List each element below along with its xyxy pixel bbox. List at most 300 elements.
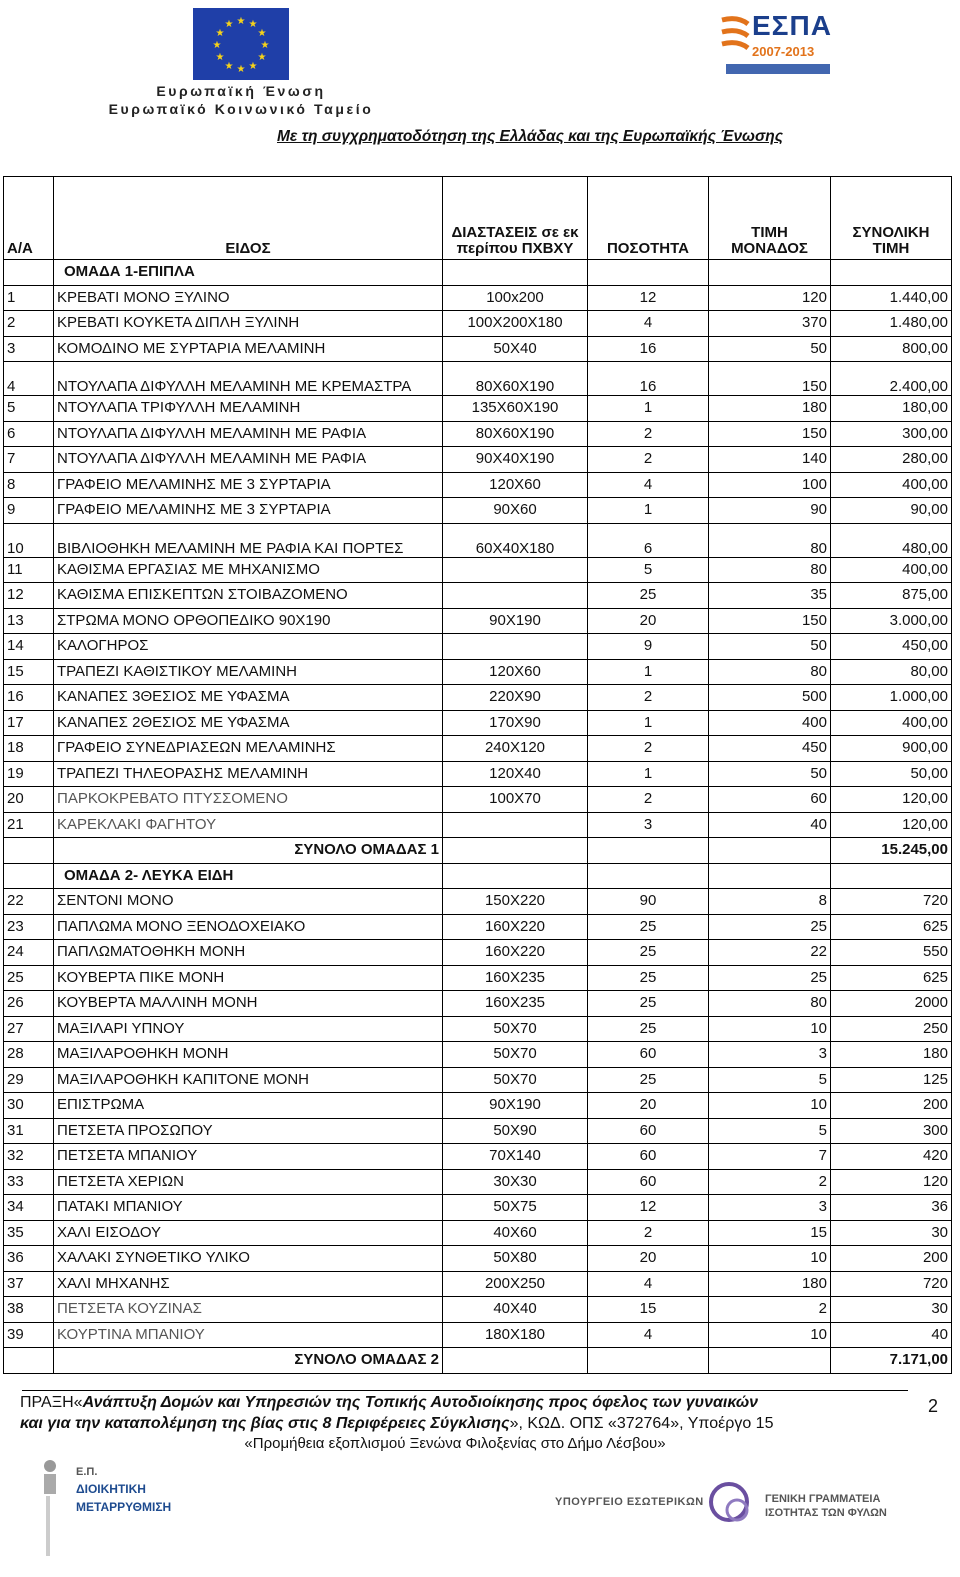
row-item: ΝΤΟΥΛΑΠΑ ΤΡΙΦΥΛΛΗ ΜΕΛΑΜΙΝΗ	[54, 396, 443, 422]
row-unit-price: 5	[709, 1067, 831, 1093]
row-item: ΧΑΛΑΚΙ ΣΥΝΘΕΤΙΚΟ ΥΛΙΚΟ	[54, 1246, 443, 1272]
row-dims: 160X235	[443, 965, 588, 991]
row-dims: 50X70	[443, 1067, 588, 1093]
sum-empty	[709, 1348, 831, 1374]
svg-text:★: ★	[257, 28, 267, 39]
sum-label: ΣΥΝΟΛΟ ΟΜΑΔΑΣ 1	[54, 838, 443, 864]
row-dims: 100x200	[443, 285, 588, 311]
row-qty: 4	[588, 1322, 709, 1348]
row-total: 120,00	[831, 787, 952, 813]
row-total: 120	[831, 1169, 952, 1195]
row-qty: 2	[588, 736, 709, 762]
row-qty: 1	[588, 710, 709, 736]
row-number: 2	[4, 311, 54, 337]
table-row	[4, 1016, 952, 1042]
ep-line2: ΔΙΟΙΚΗΤΙΚΗ	[76, 1482, 146, 1496]
row-qty: 2	[588, 421, 709, 447]
table-row	[4, 421, 952, 447]
row-unit-price: 25	[709, 965, 831, 991]
row-number: 37	[4, 1271, 54, 1297]
row-qty: 60	[588, 1169, 709, 1195]
row-qty: 2	[588, 447, 709, 473]
row-item: ΚΟΥΒΕΡΤΑ ΜΑΛΛΙΝΗ ΜΟΝΗ	[54, 991, 443, 1017]
row-number: 29	[4, 1067, 54, 1093]
row-dims: 200X250	[443, 1271, 588, 1297]
row-item: ΚΑΡΕΚΛΑΚΙ ΦΑΓΗΤΟΥ	[54, 812, 443, 838]
row-item: ΠΕΤΣΕΤΑ ΧΕΡΙΩΝ	[54, 1169, 443, 1195]
row-dims: 50X40	[443, 336, 588, 362]
row-item: ΣΕΝΤΟΝΙ ΜΟΝΟ	[54, 889, 443, 915]
table-row	[4, 1322, 952, 1348]
row-dims: 160X220	[443, 914, 588, 940]
row-dims: 120X60	[443, 472, 588, 498]
header-total: ΣΥΝΟΛΙΚΗ ΤΙΜΗ	[831, 177, 952, 260]
row-number: 19	[4, 761, 54, 787]
table-row	[4, 523, 952, 557]
row-qty: 4	[588, 311, 709, 337]
row-total: 1.440,00	[831, 285, 952, 311]
row-number: 13	[4, 608, 54, 634]
row-item: ΓΡΑΦΕΙΟ ΜΕΛΑΜΙΝΗΣ ΜΕ 3 ΣΥΡΤΑΡΙΑ	[54, 472, 443, 498]
row-unit-price: 500	[709, 685, 831, 711]
row-qty: 60	[588, 1042, 709, 1068]
table-row	[4, 1195, 952, 1221]
funding-line: Με τη συγχρηματοδότηση της Ελλάδας και της Ευρωπαϊκής Ένωσης	[277, 128, 783, 145]
footer-line3: «Προμήθεια εξοπλισμού Ξενώνα Φιλοξενίας στο Δήμο Λέσβου»	[244, 1435, 666, 1452]
row-total: 36	[831, 1195, 952, 1221]
row-unit-price: 10	[709, 1016, 831, 1042]
row-number: 20	[4, 787, 54, 813]
ep-line1: Ε.Π.	[76, 1466, 98, 1478]
row-item: ΠΑΡΚΟΚΡΕΒΑΤΟ ΠΤΥΣΣΟΜΕΝΟ	[54, 787, 443, 813]
row-qty: 1	[588, 659, 709, 685]
svg-text:★: ★	[224, 61, 234, 72]
table-row	[4, 634, 952, 660]
espa-years: 2007-2013	[752, 44, 815, 59]
row-total: 120,00	[831, 812, 952, 838]
table-row	[4, 940, 952, 966]
row-dims: 80X60X190	[443, 362, 588, 396]
ministry-name: ΥΠΟΥΡΓΕΙΟ ΕΣΩΤΕΡΙΚΩΝ	[555, 1496, 704, 1508]
row-item: ΜΑΞΙΛΑΡΟΘΗΚΗ ΚΑΠΙΤΟΝΕ ΜΟΝΗ	[54, 1067, 443, 1093]
row-qty: 6	[588, 523, 709, 557]
row-total: 875,00	[831, 583, 952, 609]
row-total: 3.000,00	[831, 608, 952, 634]
row-number: 3	[4, 336, 54, 362]
svg-text:★: ★	[257, 52, 267, 63]
row-unit-price: 80	[709, 659, 831, 685]
espa-logo	[718, 10, 838, 90]
row-total: 90,00	[831, 498, 952, 524]
sum-empty	[4, 838, 54, 864]
row-qty: 1	[588, 761, 709, 787]
group-empty	[4, 863, 54, 889]
row-number: 16	[4, 685, 54, 711]
row-qty: 20	[588, 1246, 709, 1272]
row-number: 36	[4, 1246, 54, 1272]
row-total: 180	[831, 1042, 952, 1068]
row-dims: 50X70	[443, 1016, 588, 1042]
group-empty	[588, 863, 709, 889]
row-total: 180,00	[831, 396, 952, 422]
sum-empty	[588, 1348, 709, 1374]
header-aa: Α/Α	[4, 177, 54, 260]
row-qty: 1	[588, 498, 709, 524]
row-number: 21	[4, 812, 54, 838]
table-row	[4, 1220, 952, 1246]
row-number: 32	[4, 1144, 54, 1170]
row-qty: 16	[588, 336, 709, 362]
row-item: ΤΡΑΠΕΖΙ ΤΗΛΕΟΡΑΣΗΣ ΜΕΛΑΜΙΝΗ	[54, 761, 443, 787]
row-item: ΓΡΑΦΕΙΟ ΣΥΝΕΔΡΙΑΣΕΩΝ ΜΕΛΑΜΙΝΗΣ	[54, 736, 443, 762]
table-row	[4, 498, 952, 524]
group-empty	[709, 863, 831, 889]
group1-title-row	[4, 260, 952, 286]
row-dims: 40X40	[443, 1297, 588, 1323]
row-total: 900,00	[831, 736, 952, 762]
sum-empty	[709, 838, 831, 864]
header-item: ΕΙΔΟΣ	[54, 177, 443, 260]
row-number: 12	[4, 583, 54, 609]
row-item: ΝΤΟΥΛΑΠΑ ΔΙΦΥΛΛΗ ΜΕΛΑΜΙΝΗ ΜΕ ΡΑΦΙΑ	[54, 421, 443, 447]
row-qty: 25	[588, 1067, 709, 1093]
row-item: ΠΕΤΣΕΤΑ ΚΟΥΖΙΝΑΣ	[54, 1297, 443, 1323]
row-dims: 80X60X190	[443, 421, 588, 447]
row-unit-price: 22	[709, 940, 831, 966]
row-qty: 60	[588, 1118, 709, 1144]
row-dims: 135X60X190	[443, 396, 588, 422]
group-empty	[831, 863, 952, 889]
eu-flag-logo	[193, 8, 289, 80]
group-empty	[443, 863, 588, 889]
table-row	[4, 1093, 952, 1119]
row-number: 23	[4, 914, 54, 940]
table-row	[4, 447, 952, 473]
row-item: ΚΑΛΟΓΗΡΟΣ	[54, 634, 443, 660]
eu-caption-line2: Ευρωπαϊκό Κοινωνικό Ταμείο	[108, 101, 374, 117]
row-total: 400,00	[831, 710, 952, 736]
row-item: ΚΟΥΒΕΡΤΑ ΠΙΚΕ ΜΟΝΗ	[54, 965, 443, 991]
row-unit-price: 80	[709, 991, 831, 1017]
table-row	[4, 889, 952, 915]
row-item: ΕΠΙΣΤΡΩΜΑ	[54, 1093, 443, 1119]
row-number: 24	[4, 940, 54, 966]
row-dims	[443, 583, 588, 609]
ministry-logo	[555, 1480, 905, 1540]
row-unit-price: 150	[709, 362, 831, 396]
footer-rule	[22, 1390, 908, 1391]
sum-empty	[443, 838, 588, 864]
row-dims: 100X200X180	[443, 311, 588, 337]
row-unit-price: 150	[709, 608, 831, 634]
row-total: 2.400,00	[831, 362, 952, 396]
row-dims: 90X60	[443, 498, 588, 524]
row-unit-price: 35	[709, 583, 831, 609]
espa-title: ΕΣΠΑ	[752, 10, 832, 41]
row-number: 1	[4, 285, 54, 311]
row-item: ΠΑΠΛΩΜΑ ΜΟΝΟ ΞΕΝΟΔΟΧΕΙΑΚΟ	[54, 914, 443, 940]
row-dims: 60X40X180	[443, 523, 588, 557]
row-total: 200	[831, 1246, 952, 1272]
row-unit-price: 150	[709, 421, 831, 447]
row-item: ΚΟΜΟΔΙΝΟ ΜΕ ΣΥΡΤΑΡΙΑ ΜΕΛΑΜΙΝΗ	[54, 336, 443, 362]
row-qty: 20	[588, 1093, 709, 1119]
row-total: 300	[831, 1118, 952, 1144]
table-row	[4, 1297, 952, 1323]
sum-empty	[588, 838, 709, 864]
row-total: 30	[831, 1297, 952, 1323]
row-unit-price: 90	[709, 498, 831, 524]
footer-line1	[20, 1394, 920, 1412]
row-number: 9	[4, 498, 54, 524]
row-number: 17	[4, 710, 54, 736]
row-item: ΚΑΘΙΣΜΑ ΕΡΓΑΣΙΑΣ ΜΕ ΜΗΧΑΝΙΣΜΟ	[54, 557, 443, 583]
row-number: 27	[4, 1016, 54, 1042]
table-row	[4, 812, 952, 838]
header-dims: ΔΙΑΣΤΑΣΕΙΣ σε εκ περίπου ΠΧΒΧΥ	[443, 177, 588, 260]
table-row	[4, 1271, 952, 1297]
row-dims: 240X120	[443, 736, 588, 762]
row-qty: 2	[588, 685, 709, 711]
row-item: ΧΑΛΙ ΕΙΣΟΔΟΥ	[54, 1220, 443, 1246]
row-number: 10	[4, 523, 54, 557]
row-item: ΤΡΑΠΕΖΙ ΚΑΘΙΣΤΙΚΟΥ ΜΕΛΑΜΙΝΗ	[54, 659, 443, 685]
table-row	[4, 1118, 952, 1144]
row-total: 125	[831, 1067, 952, 1093]
table-row	[4, 336, 952, 362]
row-number: 30	[4, 1093, 54, 1119]
row-number: 39	[4, 1322, 54, 1348]
table-row	[4, 1067, 952, 1093]
row-total: 80,00	[831, 659, 952, 685]
row-qty: 2	[588, 787, 709, 813]
row-item: ΝΤΟΥΛΑΠΑ ΔΙΦΥΛΛΗ ΜΕΛΑΜΙΝΗ ΜΕ ΚΡΕΜΑΣΤΡΑ	[54, 362, 443, 396]
footer-line2-bold: και για την καταπολέμηση της βίας στις 8 Περιφέρειες Σύγκλισης	[20, 1415, 510, 1432]
row-total: 480,00	[831, 523, 952, 557]
row-dims	[443, 557, 588, 583]
row-dims: 50X80	[443, 1246, 588, 1272]
row-unit-price: 50	[709, 761, 831, 787]
svg-text:★: ★	[215, 52, 225, 63]
page-number: 2	[928, 1396, 939, 1416]
row-total: 420	[831, 1144, 952, 1170]
row-number: 11	[4, 557, 54, 583]
row-qty: 25	[588, 965, 709, 991]
svg-text:★: ★	[215, 28, 225, 39]
row-qty: 12	[588, 1195, 709, 1221]
row-dims: 70X140	[443, 1144, 588, 1170]
row-unit-price: 15	[709, 1220, 831, 1246]
table-row	[4, 311, 952, 337]
row-dims: 160X220	[443, 940, 588, 966]
row-unit-price: 50	[709, 634, 831, 660]
table-row	[4, 1042, 952, 1068]
row-dims: 150X220	[443, 889, 588, 915]
row-number: 5	[4, 396, 54, 422]
group2-title: ΟΜΑΔΑ 2- ΛΕΥΚΑ ΕΙΔΗ	[54, 863, 443, 889]
row-item: ΠΕΤΣΕΤΑ ΠΡΟΣΩΠΟΥ	[54, 1118, 443, 1144]
row-unit-price: 2	[709, 1297, 831, 1323]
row-total: 50,00	[831, 761, 952, 787]
footer-line2-rest: », ΚΩΔ. ΟΠΣ «372764», Υποέργο 15	[509, 1415, 774, 1432]
row-item: ΚΑΝΑΠΕΣ 2ΘΕΣΙΟΣ ΜΕ ΥΦΑΣΜΑ	[54, 710, 443, 736]
table-header-row	[4, 177, 952, 260]
group1-sum-row	[4, 838, 952, 864]
svg-text:★: ★	[260, 40, 270, 51]
row-dims: 120X60	[443, 659, 588, 685]
row-unit-price: 10	[709, 1246, 831, 1272]
row-unit-price: 40	[709, 812, 831, 838]
row-unit-price: 50	[709, 336, 831, 362]
row-qty: 15	[588, 1297, 709, 1323]
table-row	[4, 396, 952, 422]
svg-text:★: ★	[236, 16, 246, 27]
row-total: 30	[831, 1220, 952, 1246]
row-total: 550	[831, 940, 952, 966]
row-dims: 180X180	[443, 1322, 588, 1348]
row-item: ΒΙΒΛΙΟΘΗΚΗ ΜΕΛΑΜΙΝΗ ΜΕ ΡΑΦΙΑ ΚΑΙ ΠΟΡΤΕΣ	[54, 523, 443, 557]
ep-line3: ΜΕΤΑΡΡΥΘΜΙΣΗ	[76, 1500, 172, 1514]
row-total: 250	[831, 1016, 952, 1042]
row-dims: 50X70	[443, 1042, 588, 1068]
row-total: 400,00	[831, 472, 952, 498]
eu-stars-icon	[193, 8, 289, 80]
table-row	[4, 1246, 952, 1272]
row-unit-price: 80	[709, 557, 831, 583]
row-unit-price: 100	[709, 472, 831, 498]
row-unit-price: 5	[709, 1118, 831, 1144]
row-number: 33	[4, 1169, 54, 1195]
svg-text:★: ★	[248, 19, 258, 30]
row-dims: 170X90	[443, 710, 588, 736]
table-body	[4, 260, 952, 1374]
espa-swoosh-icon	[718, 12, 752, 62]
row-dims: 50X75	[443, 1195, 588, 1221]
row-qty: 90	[588, 889, 709, 915]
row-number: 8	[4, 472, 54, 498]
row-total: 2000	[831, 991, 952, 1017]
table-row	[4, 685, 952, 711]
row-number: 15	[4, 659, 54, 685]
row-unit-price: 3	[709, 1042, 831, 1068]
table-row	[4, 710, 952, 736]
row-number: 18	[4, 736, 54, 762]
row-number: 34	[4, 1195, 54, 1221]
gg-line2: ΙΣΟΤΗΤΑΣ ΤΩΝ ΦΥΛΩΝ	[765, 1507, 887, 1519]
row-item: ΚΑΝΑΠΕΣ 3ΘΕΣΙΟΣ ΜΕ ΥΦΑΣΜΑ	[54, 685, 443, 711]
row-dims: 90X190	[443, 608, 588, 634]
table-row	[4, 761, 952, 787]
row-unit-price: 60	[709, 787, 831, 813]
gg-name	[765, 1492, 887, 1520]
sum-empty	[4, 1348, 54, 1374]
table-row	[4, 608, 952, 634]
header-qty: ΠΟΣΟΤΗΤΑ	[588, 177, 709, 260]
gg-line1: ΓΕΝΙΚΗ ΓΡΑΜΜΑΤΕΙΑ	[765, 1493, 881, 1505]
row-number: 38	[4, 1297, 54, 1323]
row-unit-price: 120	[709, 285, 831, 311]
row-qty: 25	[588, 1016, 709, 1042]
row-qty: 25	[588, 583, 709, 609]
row-unit-price: 8	[709, 889, 831, 915]
svg-text:★: ★	[236, 64, 246, 75]
row-qty: 3	[588, 812, 709, 838]
gg-emblem-icon	[707, 1480, 751, 1524]
row-unit-price: 400	[709, 710, 831, 736]
row-unit-price: 10	[709, 1322, 831, 1348]
row-number: 14	[4, 634, 54, 660]
row-number: 35	[4, 1220, 54, 1246]
row-qty: 25	[588, 914, 709, 940]
row-total: 720	[831, 889, 952, 915]
svg-text:★: ★	[212, 40, 222, 51]
row-qty: 12	[588, 285, 709, 311]
ep-logo	[36, 1456, 186, 1566]
table-row	[4, 362, 952, 396]
row-item: ΚΟΥΡΤΙΝΑ ΜΠΑΝΙΟΥ	[54, 1322, 443, 1348]
row-item: ΚΑΘΙΣΜΑ ΕΠΙΣΚΕΠΤΩΝ ΣΤΟΙΒΑΖΟΜΕΝΟ	[54, 583, 443, 609]
row-item: ΝΤΟΥΛΑΠΑ ΔΙΦΥΛΛΗ ΜΕΛΑΜΙΝΗ ΜΕ ΡΑΦΙΑ	[54, 447, 443, 473]
row-total: 1.000,00	[831, 685, 952, 711]
table-row	[4, 914, 952, 940]
row-total: 800,00	[831, 336, 952, 362]
row-unit-price: 10	[709, 1093, 831, 1119]
row-item: ΠΕΤΣΕΤΑ ΜΠΑΝΙΟΥ	[54, 1144, 443, 1170]
row-dims: 40X60	[443, 1220, 588, 1246]
svg-text:★: ★	[248, 61, 258, 72]
row-unit-price: 370	[709, 311, 831, 337]
row-item: ΚΡΕΒΑΤΙ ΜΟΝΟ ΞΥΛΙΝΟ	[54, 285, 443, 311]
row-qty: 9	[588, 634, 709, 660]
row-unit-price: 180	[709, 396, 831, 422]
row-qty: 20	[588, 608, 709, 634]
row-qty: 4	[588, 1271, 709, 1297]
row-qty: 5	[588, 557, 709, 583]
svg-text:★: ★	[224, 19, 234, 30]
row-unit-price: 140	[709, 447, 831, 473]
row-total: 200	[831, 1093, 952, 1119]
row-number: 4	[4, 362, 54, 396]
row-number: 22	[4, 889, 54, 915]
footer-line2	[20, 1415, 920, 1433]
row-dims	[443, 812, 588, 838]
sum-value: 7.171,00	[831, 1348, 952, 1374]
row-dims	[443, 634, 588, 660]
table-row	[4, 991, 952, 1017]
row-number: 7	[4, 447, 54, 473]
row-item: ΜΑΞΙΛΑΡΙ ΥΠΝΟΥ	[54, 1016, 443, 1042]
table-row	[4, 285, 952, 311]
row-number: 6	[4, 421, 54, 447]
row-unit-price: 3	[709, 1195, 831, 1221]
row-dims: 160X235	[443, 991, 588, 1017]
row-dims: 90X190	[443, 1093, 588, 1119]
table-row	[4, 659, 952, 685]
row-total: 300,00	[831, 421, 952, 447]
row-unit-price: 180	[709, 1271, 831, 1297]
row-total: 40	[831, 1322, 952, 1348]
table-row	[4, 557, 952, 583]
row-item: ΜΑΞΙΛΑΡΟΘΗΚΗ ΜΟΝΗ	[54, 1042, 443, 1068]
row-dims: 30X30	[443, 1169, 588, 1195]
row-item: ΠΑΤΑΚΙ ΜΠΑΝΙΟΥ	[54, 1195, 443, 1221]
row-total: 720	[831, 1271, 952, 1297]
row-total: 450,00	[831, 634, 952, 660]
eu-caption	[96, 82, 386, 118]
row-number: 26	[4, 991, 54, 1017]
row-qty: 4	[588, 472, 709, 498]
table-row	[4, 1144, 952, 1170]
